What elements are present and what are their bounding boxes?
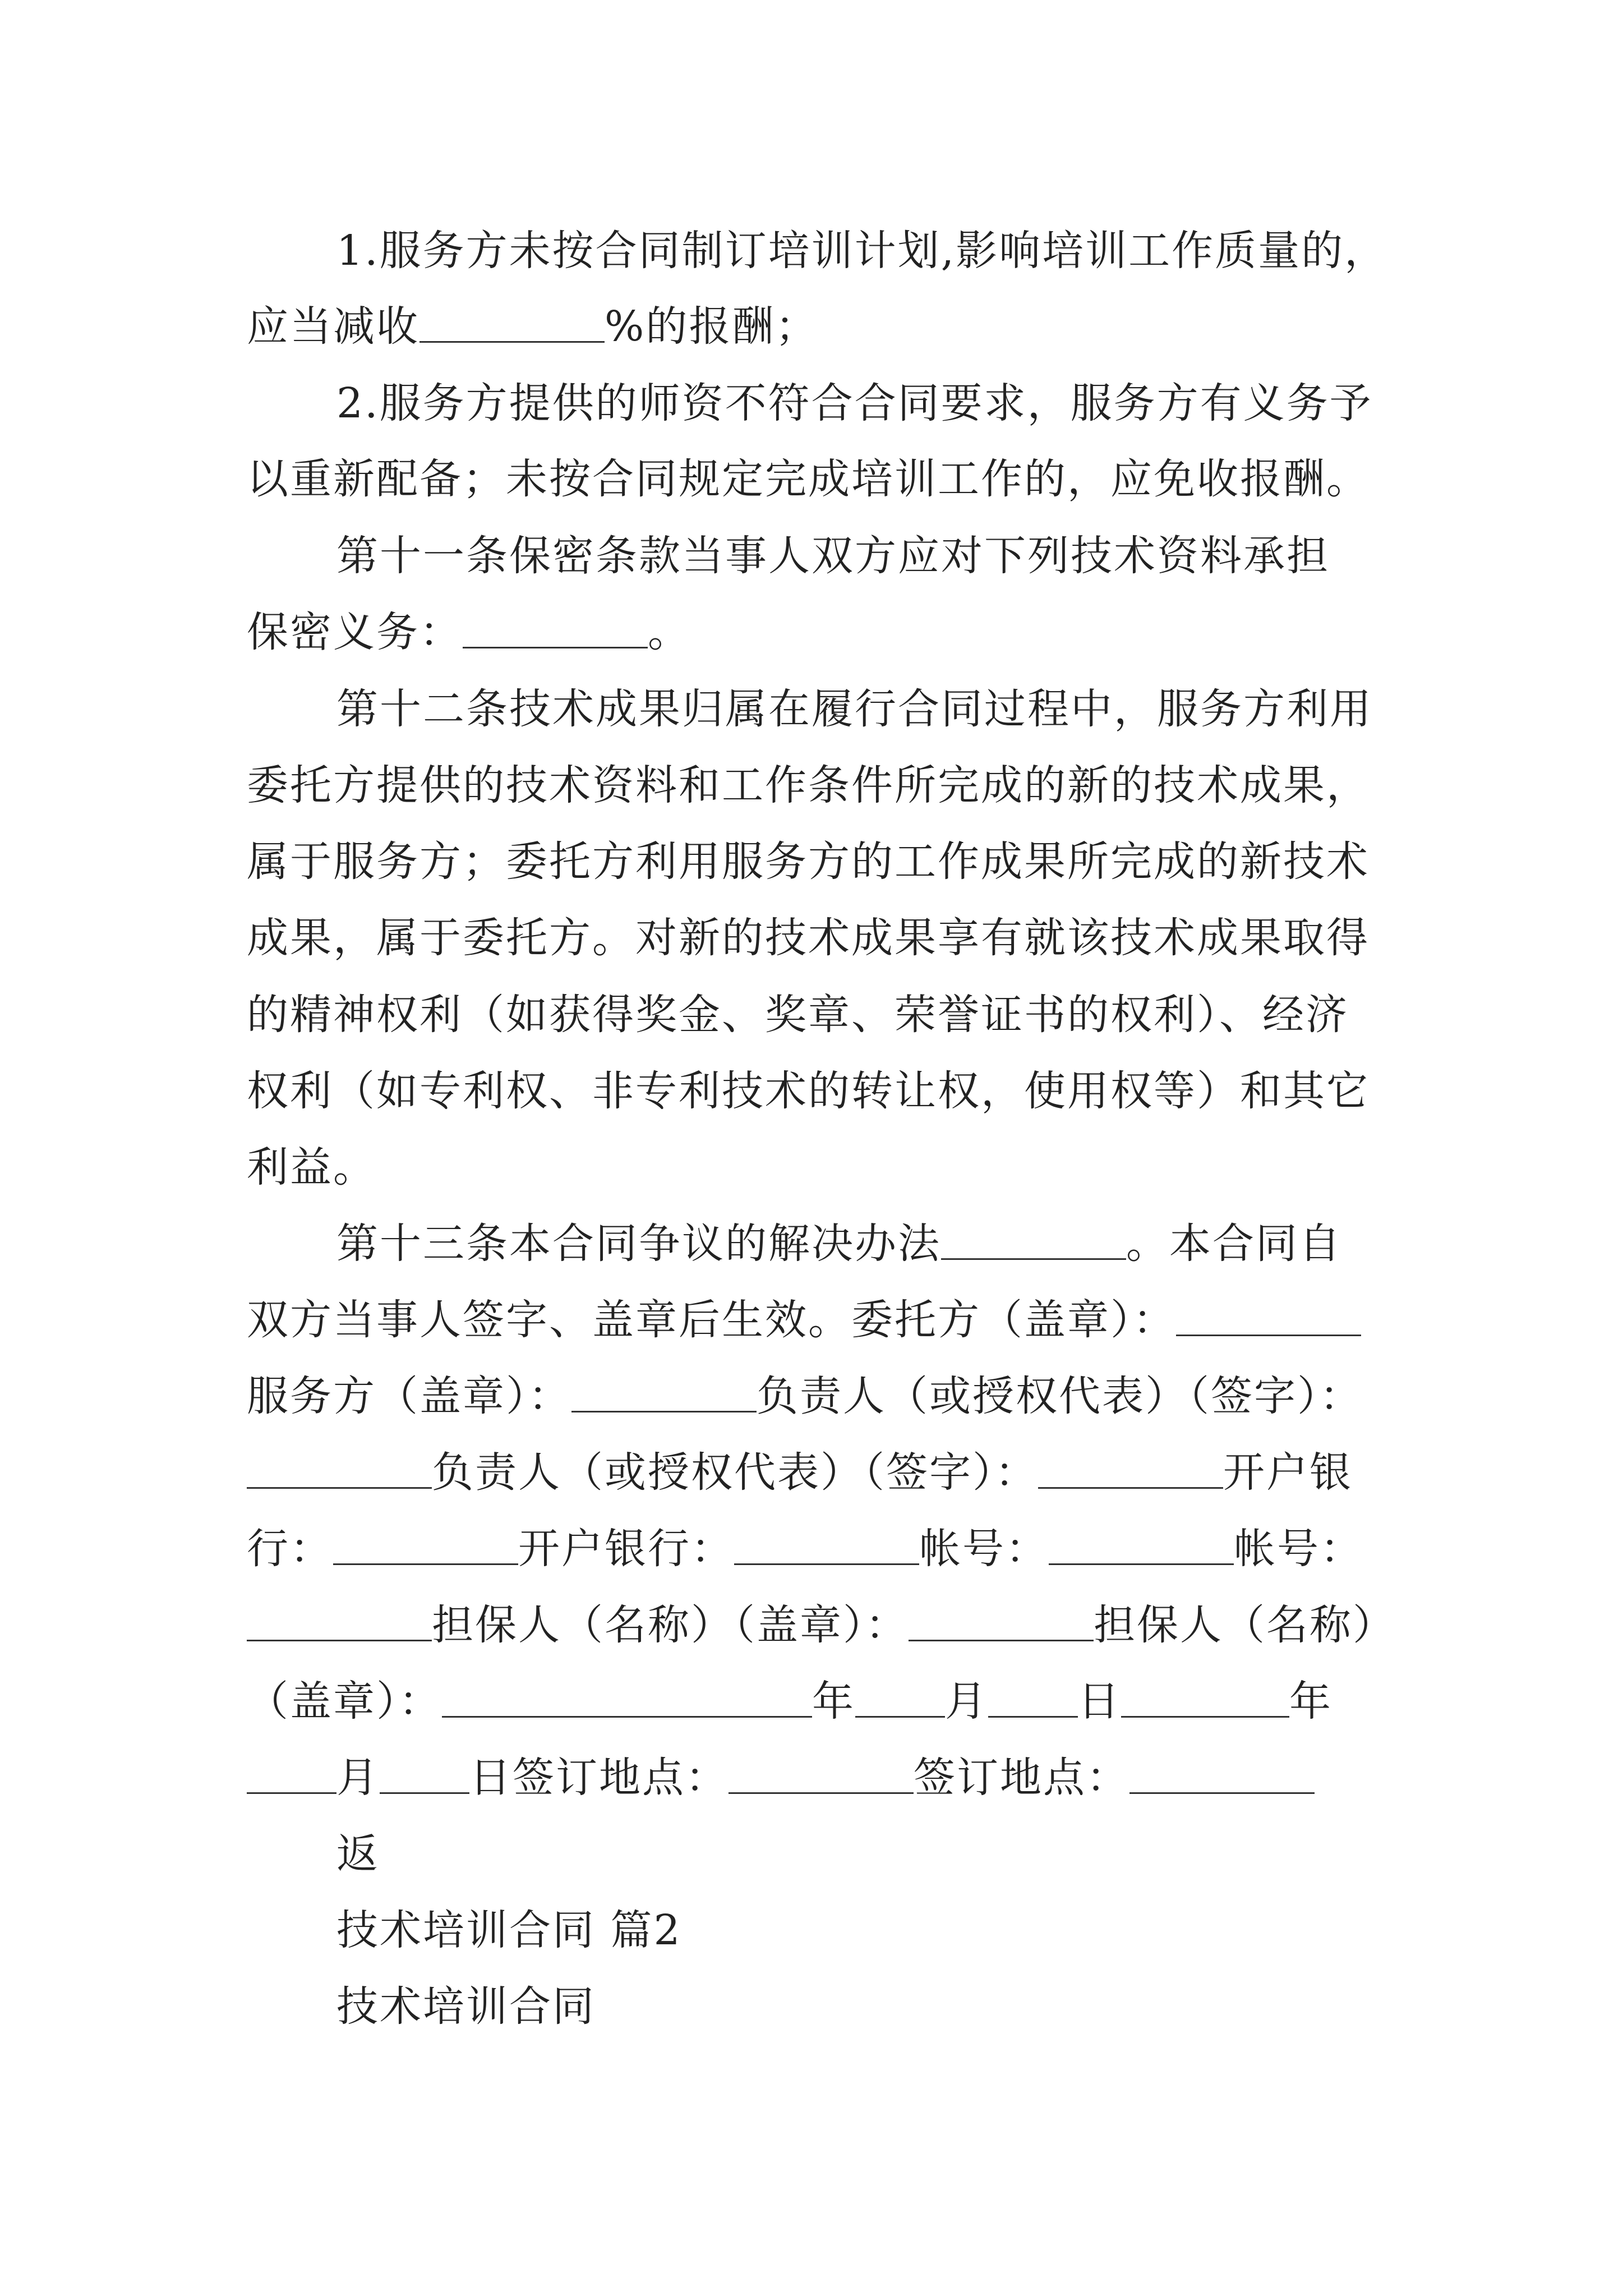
paragraph-line	[247, 1586, 1396, 1664]
paragraph-line	[247, 288, 818, 365]
blank-field	[247, 1449, 432, 1489]
blank-field	[734, 1525, 919, 1565]
text-segment: 签订地点：	[914, 1754, 1129, 1802]
blank-field	[909, 1602, 1094, 1641]
section-heading	[336, 1892, 682, 1969]
paragraph-line	[247, 899, 1370, 977]
text-segment: 年	[1289, 1677, 1332, 1726]
text-segment: 。本合同自	[1126, 1220, 1342, 1268]
blank-field	[333, 1525, 518, 1565]
blank-field	[728, 1754, 914, 1794]
text-segment: 开户银	[1223, 1448, 1353, 1497]
text-segment: 月	[336, 1754, 380, 1802]
paragraph-line	[336, 365, 1373, 442]
blank-field	[1049, 1525, 1234, 1565]
paragraph-line	[247, 1510, 1363, 1588]
text-segment: 属于服务方；委托方利用服务方的工作成果所完成的新技术	[247, 838, 1370, 886]
text-segment: 权利（如专利权、非专利技术的转让权，使用权等）和其它	[247, 1067, 1370, 1115]
paragraph-line	[247, 593, 691, 671]
text-segment: 帐号：	[919, 1525, 1049, 1573]
text-segment: 技术培训合同	[336, 1982, 596, 2031]
text-segment: 担保人（名称）（盖章）：	[432, 1601, 909, 1649]
text-segment: 负责人（或授权代表）（签字）：	[757, 1372, 1363, 1420]
text-segment: 利益。	[247, 1143, 376, 1191]
blank-field	[247, 1602, 432, 1641]
text-segment: （盖章）：	[247, 1677, 442, 1726]
blank-field	[247, 1754, 336, 1794]
document-title	[336, 1968, 596, 2045]
blank-field	[988, 1678, 1078, 1718]
paragraph-line	[336, 517, 1330, 595]
blank-field	[1129, 1754, 1315, 1794]
text-segment: 的精神权利（如获得奖金、奖章、荣誉证书的权利）、经济	[247, 991, 1349, 1039]
text-segment: 日	[1078, 1677, 1121, 1726]
text-segment: 第十一条保密条款当事人双方应对下列技术资料承担	[336, 532, 1330, 580]
text-segment: 应当减收	[247, 302, 419, 351]
blank-field	[571, 1373, 757, 1412]
text-segment: 委托方提供的技术资料和工作条件所完成的新的技术成果，	[247, 761, 1370, 809]
text-segment: 月	[945, 1677, 988, 1726]
text-segment: 返	[336, 1830, 380, 1878]
text-segment: 担保人（名称）	[1094, 1601, 1396, 1649]
paragraph-line	[247, 1663, 1332, 1740]
paragraph-line	[336, 212, 1387, 289]
text-segment: 日签订地点：	[469, 1754, 728, 1802]
paragraph-line	[247, 976, 1349, 1053]
paragraph-line	[247, 1434, 1353, 1511]
paragraph-line	[247, 1052, 1370, 1130]
text-segment: 帐号：	[1234, 1525, 1363, 1573]
text-segment: 2.服务方提供的师资不符合合同要求，服务方有义务予	[336, 379, 1373, 427]
blank-field	[380, 1754, 469, 1794]
blank-field	[463, 609, 648, 648]
text-segment: 开户银行：	[518, 1525, 734, 1573]
text-segment: 第十二条技术成果归属在履行合同过程中，服务方利用	[336, 685, 1373, 733]
blank-field	[1121, 1678, 1289, 1718]
text-segment: 以重新配备；未按合同规定完成培训工作的，应免收报酬。	[247, 455, 1370, 503]
paragraph-line	[247, 440, 1370, 518]
text-segment: 双方当事人签字、盖章后生效。委托方（盖章）：	[247, 1296, 1176, 1344]
text-segment: 服务方（盖章）：	[247, 1372, 571, 1420]
text-segment: 。	[648, 608, 691, 656]
blank-field	[941, 1220, 1126, 1260]
blank-field	[419, 303, 605, 343]
text-segment: 负责人（或授权代表）（签字）：	[432, 1448, 1038, 1497]
paragraph-line	[336, 1205, 1342, 1282]
text-segment: 成果，属于委托方。对新的技术成果享有就该技术成果取得	[247, 914, 1370, 962]
paragraph-line	[247, 1281, 1361, 1359]
blank-field	[442, 1678, 812, 1718]
paragraph-line	[336, 670, 1373, 748]
text-segment: 1.服务方未按合同制订培训计划,影响培训工作质量的，	[336, 227, 1388, 275]
blank-field	[1038, 1449, 1223, 1489]
paragraph-line	[247, 1739, 1315, 1816]
paragraph-line	[247, 747, 1370, 824]
text-segment: 年	[812, 1677, 855, 1726]
paragraph-line	[247, 1129, 376, 1206]
paragraph-line	[247, 1358, 1363, 1435]
text-segment: 行：	[247, 1525, 333, 1573]
text-segment: 保密义务：	[247, 608, 463, 656]
paragraph-line	[247, 823, 1370, 900]
text-segment: %的报酬；	[605, 302, 819, 351]
text-segment: 技术培训合同 篇2	[336, 1906, 682, 1954]
blank-field	[855, 1678, 945, 1718]
return-link[interactable]	[336, 1815, 380, 1893]
blank-field	[1176, 1296, 1361, 1336]
text-segment: 第十三条本合同争议的解决办法	[336, 1220, 941, 1268]
